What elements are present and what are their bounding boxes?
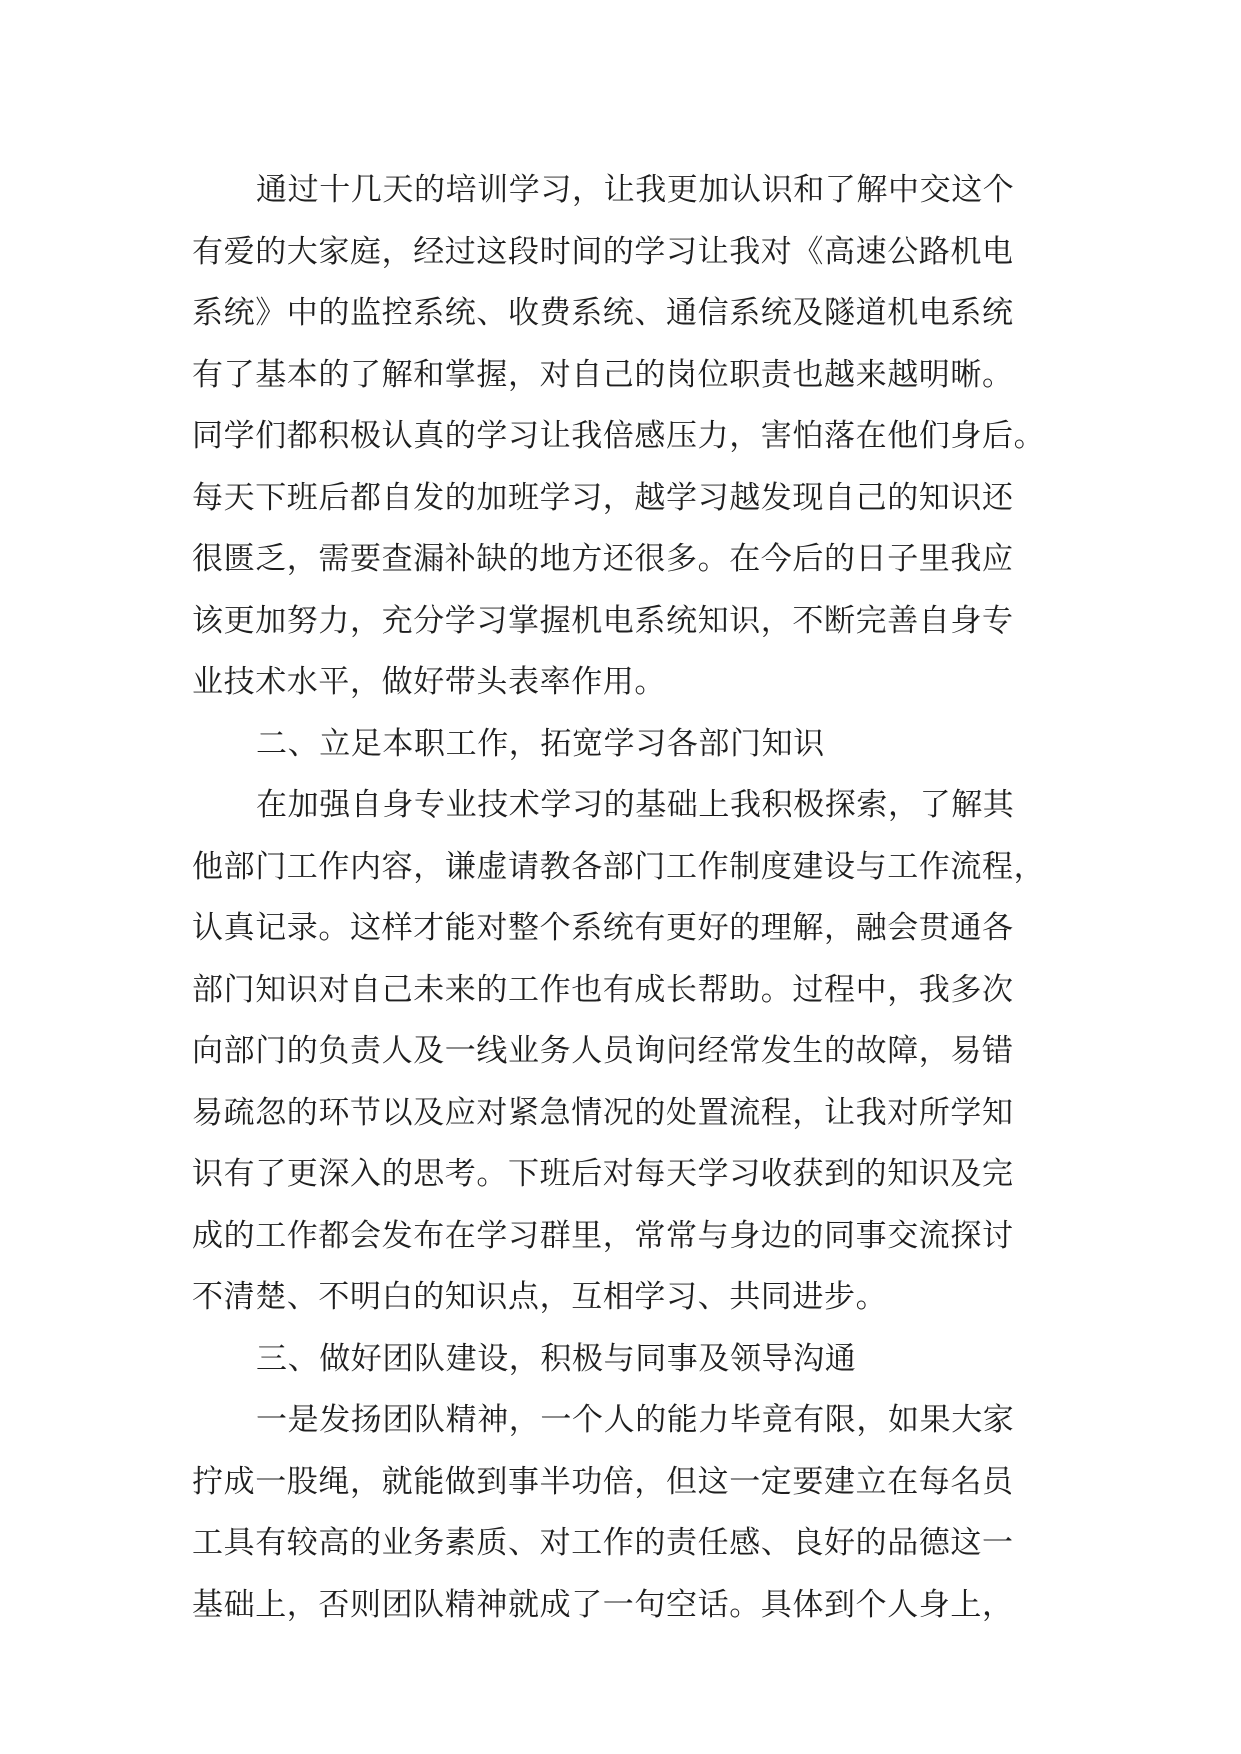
paragraph-line: 很匮乏，需要查漏补缺的地方还很多。在今后的日子里我应	[192, 541, 1014, 577]
paragraph-line: 易疏忽的环节以及应对紧急情况的处置流程，让我对所学知	[192, 1094, 1014, 1131]
document-body	[192, 160, 1072, 1636]
paragraph-line: 成的工作都会发布在学习群里，常常与身边的同事交流探讨	[192, 1217, 1014, 1254]
paragraph-line: 同学们都积极认真的学习让我倍感压力，害怕落在他们身后。	[192, 418, 1046, 454]
paragraph-line: 他部门工作内容，谦虚请教各部门工作制度建设与工作流程，	[192, 848, 1046, 885]
section-heading: 三、做好团队建设，积极与同事及领导沟通	[256, 1340, 857, 1377]
paragraph-line: 在加强自身专业技术学习的基础上我积极探索，了解其	[256, 787, 1015, 823]
paragraph-line: 不清楚、不明白的知识点，互相学习、共同进步。	[192, 1279, 888, 1315]
paragraph-line: 有了基本的了解和掌握，对自己的岗位职责也越来越明晰。	[192, 356, 1014, 393]
paragraph-line: 向部门的负责人及一线业务人员询问经常发生的故障，易错	[192, 1033, 1014, 1069]
paragraph-line: 该更加努力，充分学习掌握机电系统知识，不断完善自身专	[192, 602, 1014, 639]
paragraph-line: 工具有较高的业务素质、对工作的责任感、良好的品德这一	[192, 1525, 1014, 1561]
paragraph-line: 通过十几天的培训学习，让我更加认识和了解中交这个	[256, 172, 1015, 208]
paragraph-line: 拧成一股绳，就能做到事半功倍，但这一定要建立在每名员	[192, 1463, 1014, 1500]
section-heading: 二、立足本职工作，拓宽学习各部门知识	[256, 725, 825, 762]
paragraph-line: 识有了更深入的思考。下班后对每天学习收获到的知识及完	[192, 1156, 1014, 1192]
paragraph-line: 有爱的大家庭，经过这段时间的学习让我对《高速公路机电	[192, 233, 1014, 270]
paragraph-line: 业技术水平，做好带头表率作用。	[192, 664, 666, 700]
paragraph-line: 系统》中的监控系统、收费系统、通信系统及隧道机电系统	[192, 295, 1014, 331]
paragraph-line: 一是发扬团队精神，一个人的能力毕竟有限，如果大家	[256, 1402, 1015, 1438]
paragraph-line: 部门知识对自己未来的工作也有成长帮助。过程中，我多次	[192, 971, 1014, 1008]
paragraph-line: 认真记录。这样才能对整个系统有更好的理解，融会贯通各	[192, 910, 1014, 946]
paragraph-line: 每天下班后都自发的加班学习，越学习越发现自己的知识还	[192, 479, 1014, 516]
paragraph-line: 基础上，否则团队精神就成了一句空话。具体到个人身上，	[192, 1586, 1014, 1623]
